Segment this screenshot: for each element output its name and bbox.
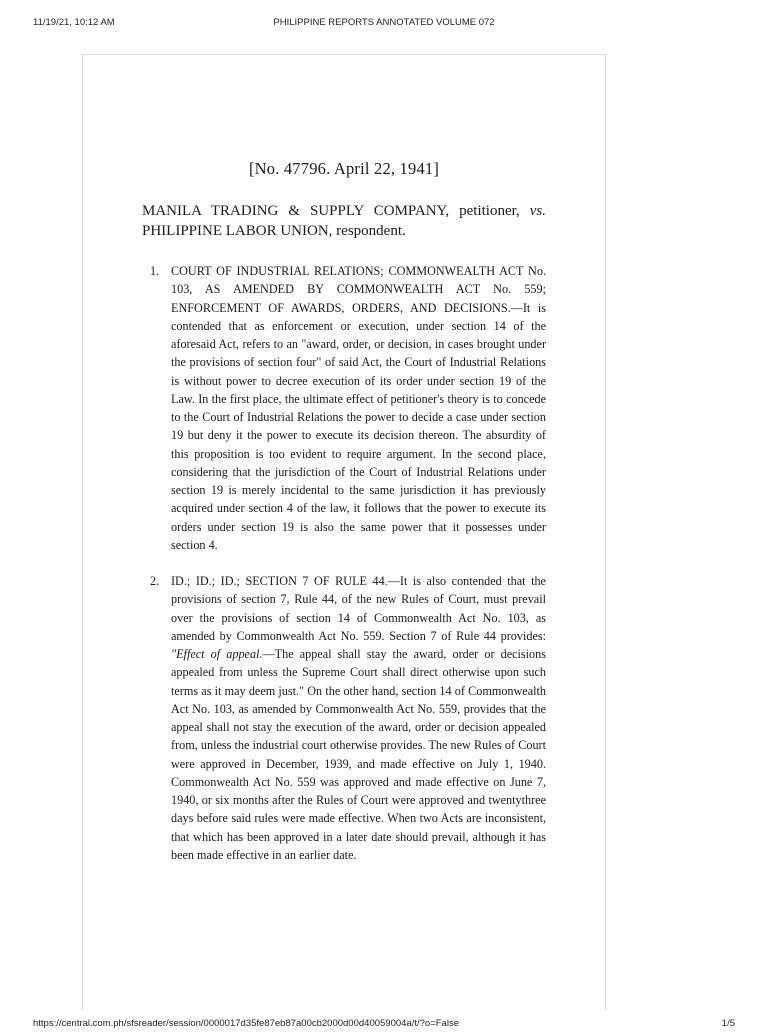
page-url: https://central.com.ph/sfsreader/session/0000017d35fe87eb87a00cb2000d00d40059004a/t/?o=False — [33, 1018, 459, 1029]
syllabus-item — [150, 572, 546, 864]
case-parties — [142, 201, 546, 241]
syllabus-body-italic: "Effect of appeal. — [171, 647, 263, 661]
print-header — [0, 17, 768, 31]
parties-line-petitioner — [142, 201, 546, 221]
syllabus-body: —It is contended that as enforcement or execution, under section 14 of the aforesaid Act, refers to an "award, order, or decision, in cases brought under the provisions of section four" of said Act, the Court of Industrial Relations is without power to decree execution of its order under section 19 of the Law. In the first place, the ultimate effect of petitioner's theory is to concede to the Court of Industrial Relations the power to decide a case under section 19 but deny it the power to execute its decision thereon. The absurdity of this proposition is too evident to require argument. In the second place, considering that the jurisdiction of the Court of Industrial Relations under section 19 is merely incidental to the same jurisdiction it has previously acquired under section 4 of the law, it follows that the power to execute its orders under section 19 is also the same power that it possesses under section 4. — [171, 300, 546, 552]
print-datetime: 11/19/21, 10:12 AM — [33, 17, 115, 28]
petitioner-text: MANILA TRADING & SUPPLY COMPANY, petitioner, — [142, 203, 520, 219]
print-footer — [0, 1018, 768, 1032]
syllabus-body-after: —The appeal shall stay the award, order or decisions appealed from unless the Supreme Court shall direct otherwise upon such terms as it may deem just." On the other hand, section 14 of Commonwealth Act No. 103, as amended by Commonwealth Act No. 559, provides that the appeal shall not stay the execution of the award, order or decision appealed from, unless the industrial court otherwise provides. The new Rules of Court were approved in December, 1939, and made effective on July 1, 1940. Commonwealth Act No. 559 was approved and made effective on June 7, 1940, or six months after the Rules of Court were approved and twentythree days before said rules were made effective. When two Acts are inconsistent, that which has been approved in a later date should prevail, although it has been made effective in an earlier date. — [171, 647, 546, 862]
syllabus-heading: ID.; ID.; ID.; SECTION 7 OF RULE 44. — [171, 574, 388, 588]
case-number: [No. 47796. April 22, 1941] — [248, 159, 440, 178]
syllabus-heading: COURT OF INDUSTRIAL RELATIONS; COMMONWEALTH ACT No. 103, AS AMENDED BY COMMONWEALTH ACT No. 559; ENFORCEMENT OF AWARDS, ORDERS, AND DECISIONS. — [171, 264, 546, 315]
syllabus-number: 2. — [150, 574, 160, 588]
syllabus-number: 1. — [150, 264, 160, 278]
page-indicator: 1/5 — [721, 1018, 735, 1029]
parties-line-respondent: PHILIPPINE LABOR UNION, respondent. — [142, 223, 406, 239]
document-page — [82, 54, 606, 1010]
syllabus-body-before: —It is also contended that the provisions of section 7, Rule 44, of the new Rules of Court, must prevail over the provisions of section 14 of Commonwealth Act No. 103, as amended by Commonwealth Act No. 559. Section 7 of Rule 44 provides: — [171, 574, 546, 643]
syllabus-list — [150, 262, 546, 882]
versus-text: vs. — [529, 203, 546, 219]
print-title: PHILIPPINE REPORTS ANNOTATED VOLUME 072 — [273, 17, 495, 28]
syllabus-item — [150, 262, 546, 554]
